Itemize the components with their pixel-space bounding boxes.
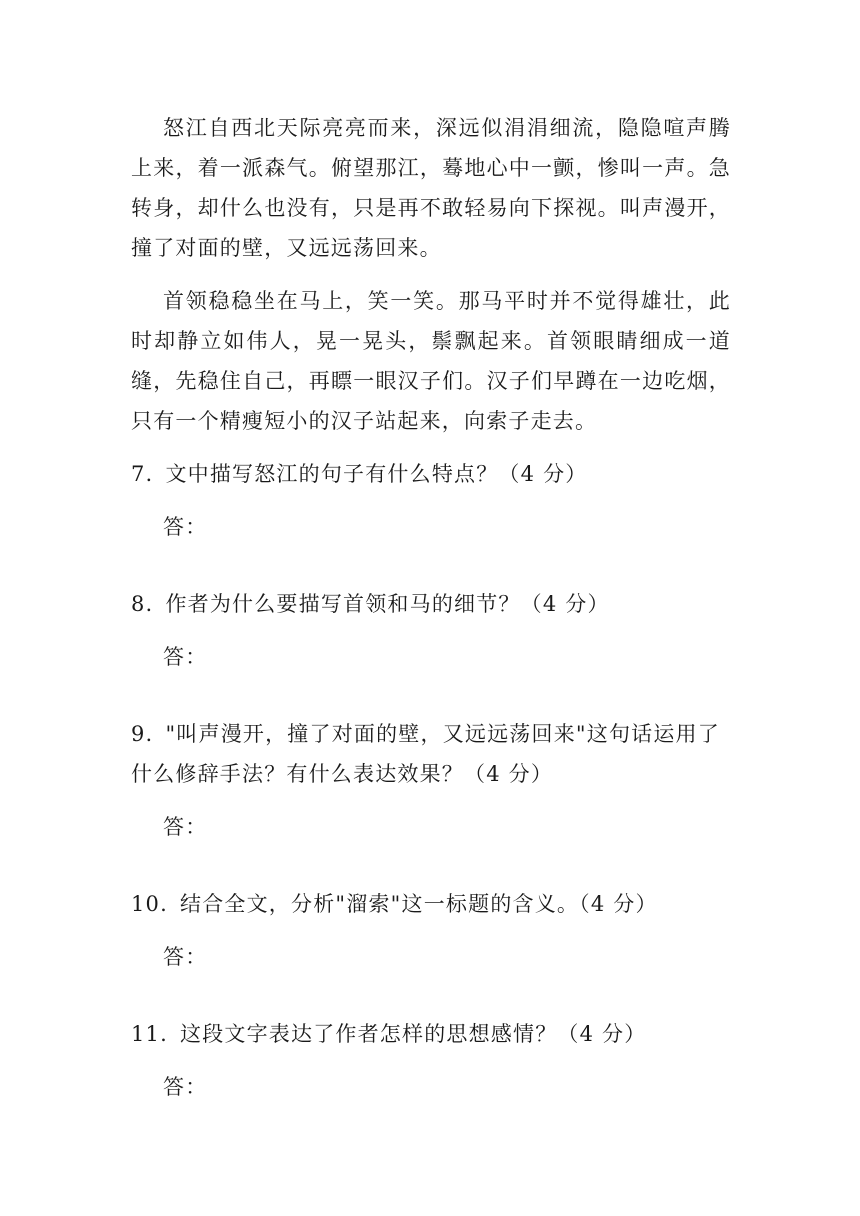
question-text: "叫声漫开，撞了对面的壁，又远远荡回来"这句话运用了什么修辞手法？有什么表达效果？（4 分） [131,722,720,786]
question-number: 7. [131,462,154,486]
question-number: 10. [131,892,168,916]
passage-paragraph-1: 怒江自西北天际亮亮而来，深远似涓涓细流，隐隐喧声腾上来，着一派森气。俯望那江，蓦地心中一颤，惨叫一声。急转身，却什么也没有，只是再不敢轻易向下探视。叫声漫开，撞了对面的壁，又远远荡回来。 [131,116,731,260]
answer-label: 答： [163,815,208,839]
question-9 [131,714,731,847]
question-text: 这段文字表达了作者怎样的思想感情？（4 分） [180,1022,647,1046]
answer-label: 答： [163,1075,208,1099]
passage-paragraph-2: 首领稳稳坐在马上，笑一笑。那马平时并不觉得雄壮，此时却静立如伟人，晃一晃头，鬃飘起来。首领眼睛细成一道缝，先稳住自己，再瞟一眼汉子们。汉子们早蹲在一边吃烟，只有一个精瘦短小的汉子站起来，向索子走去。 [131,289,731,433]
question-number: 11. [131,1022,168,1046]
question-number: 8. [131,592,154,616]
question-8 [131,584,731,677]
question-10 [131,884,731,977]
question-text: 结合全文，分析"溜索"这一标题的含义。（4 分） [180,892,658,916]
answer-label: 答： [163,645,208,669]
answer-label: 答： [163,945,208,969]
question-text: 文中描写怒江的句子有什么特点？（4 分） [165,462,588,486]
answer-label: 答： [163,515,208,539]
document-page [131,108,731,1107]
question-11 [131,1014,731,1107]
question-number: 9. [131,722,154,746]
question-7 [131,454,731,547]
question-text: 作者为什么要描写首领和马的细节？（4 分） [165,592,610,616]
